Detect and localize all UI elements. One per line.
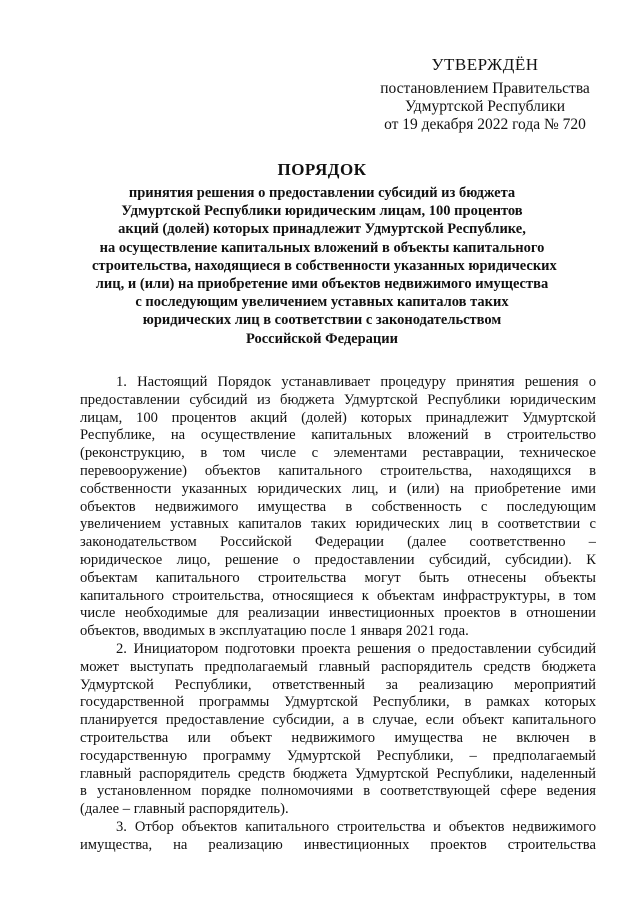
paragraph-2-line: (далее – главный распорядитель). (80, 801, 289, 818)
paragraph-1-line: числе необходимые для реализации инвестиционных проектов в отношении (80, 605, 596, 622)
approval-line: Удмуртской Республики (404, 98, 566, 115)
subtitle-line: Российской Федерации (245, 330, 398, 347)
paragraph-1-line: собственности указанных юридических лиц, и (или) на приобретение ими (80, 480, 596, 497)
subtitle-line: лиц, и (или) на приобретение ими объектов недвижимого имущества (95, 276, 549, 293)
approval-heading: УТВЕРЖДЁН (431, 55, 539, 74)
paragraph-2-line: может выступать предполагаемый главный распорядитель средств бюджета (80, 658, 596, 675)
paragraph-3-line: имущества, на реализацию инвестиционных проектов строительства (80, 836, 596, 853)
paragraph-2-line: Удмуртской Республики, ответственный за реализацию мероприятий (80, 676, 596, 693)
paragraph-1-line: 1. Настоящий Порядок устанавливает процедуру принятия решения о (116, 374, 596, 390)
approval-stamp (360, 56, 610, 134)
paragraph-2-line: в установленном порядке полномочиями в соответствующей сфере ведения (80, 783, 596, 800)
paragraph-1-line: объектов, вводимых в эксплуатацию после 1 января 2021 года. (80, 623, 469, 640)
subtitle-line: строительства, находящиеся в собственности указанных юридических (92, 257, 557, 274)
paragraph-1-line: юридическое лицо, решение о предоставлении субсидий, субсидии). К (80, 551, 596, 568)
document-title-block (92, 160, 557, 348)
paragraph-1-line: капитального строительства, относящиеся к объектам инфраструктуры, в том (80, 587, 596, 604)
paragraph-2-line: государственную программу Удмуртской Республики, – предполагаемый (80, 747, 596, 764)
approval-line: от 19 декабря 2022 года № 720 (384, 116, 586, 133)
paragraph-2-line: строительства или объект недвижимого имущества не включен в (80, 729, 596, 746)
paragraph-3-line: 3. Отбор объектов капитального строительства и объектов недвижимого (116, 818, 596, 835)
subtitle-line: принятия решения о предоставлении субсидий из бюджета (128, 185, 516, 201)
paragraph-1-line: лицам, 100 процентов акций (долей) которых принадлежит Удмуртской (80, 409, 596, 426)
paragraph-1-line: Республике, на осуществление капитальных вложений в строительство (80, 427, 596, 444)
paragraph-1-line: предоставлении субсидий из бюджета Удмуртской Республики юридическим (80, 391, 596, 408)
approval-line: постановлением Правительства (380, 80, 590, 97)
paragraph-2-line: государственной программы Удмуртской Республики, в рамках которых (80, 694, 596, 711)
paragraph-1-line: (реконструкцию, в том числе с элементами реставрации, техническое (80, 445, 596, 462)
subtitle-line: Удмуртской Республики юридическим лицам, 100 процентов (121, 203, 523, 220)
subtitle-line: акций (долей) которых принадлежит Удмуртской Республике, (118, 221, 526, 238)
paragraph-1-line: законодательством Российской Федерации (далее соответственно – (80, 534, 596, 551)
subtitle-line: с последующим увеличением уставных капиталов таких (135, 294, 509, 311)
subtitle-line: на осуществление капитальных вложений в объекты капитального (99, 239, 545, 256)
paragraph-1-line: объектам капитального строительства могут быть отнесены объекты (80, 569, 596, 586)
paragraph-2-line: планируется предоставление субсидии, а в случае, если объект капитального (80, 712, 596, 729)
document-title: ПОРЯДОК (277, 160, 367, 179)
paragraph-1-line: перевооружение) объектов капитального строительства, находящихся в (80, 462, 596, 479)
document-body (80, 374, 596, 855)
paragraph-1-line: объектов недвижимого имущества в собственность с последующим (80, 498, 596, 515)
paragraph-2-line: 2. Инициатором подготовки проекта решения о предоставлении субсидий (116, 640, 596, 657)
subtitle-line: юридических лиц в соответствии с законодательством (142, 312, 502, 329)
paragraph-2-line: главный распорядитель средств бюджета Удмуртской Республики, наделенный (80, 765, 596, 782)
paragraph-1-line: увеличением уставных капиталов таких юридических лиц в соответствии с (80, 516, 596, 533)
